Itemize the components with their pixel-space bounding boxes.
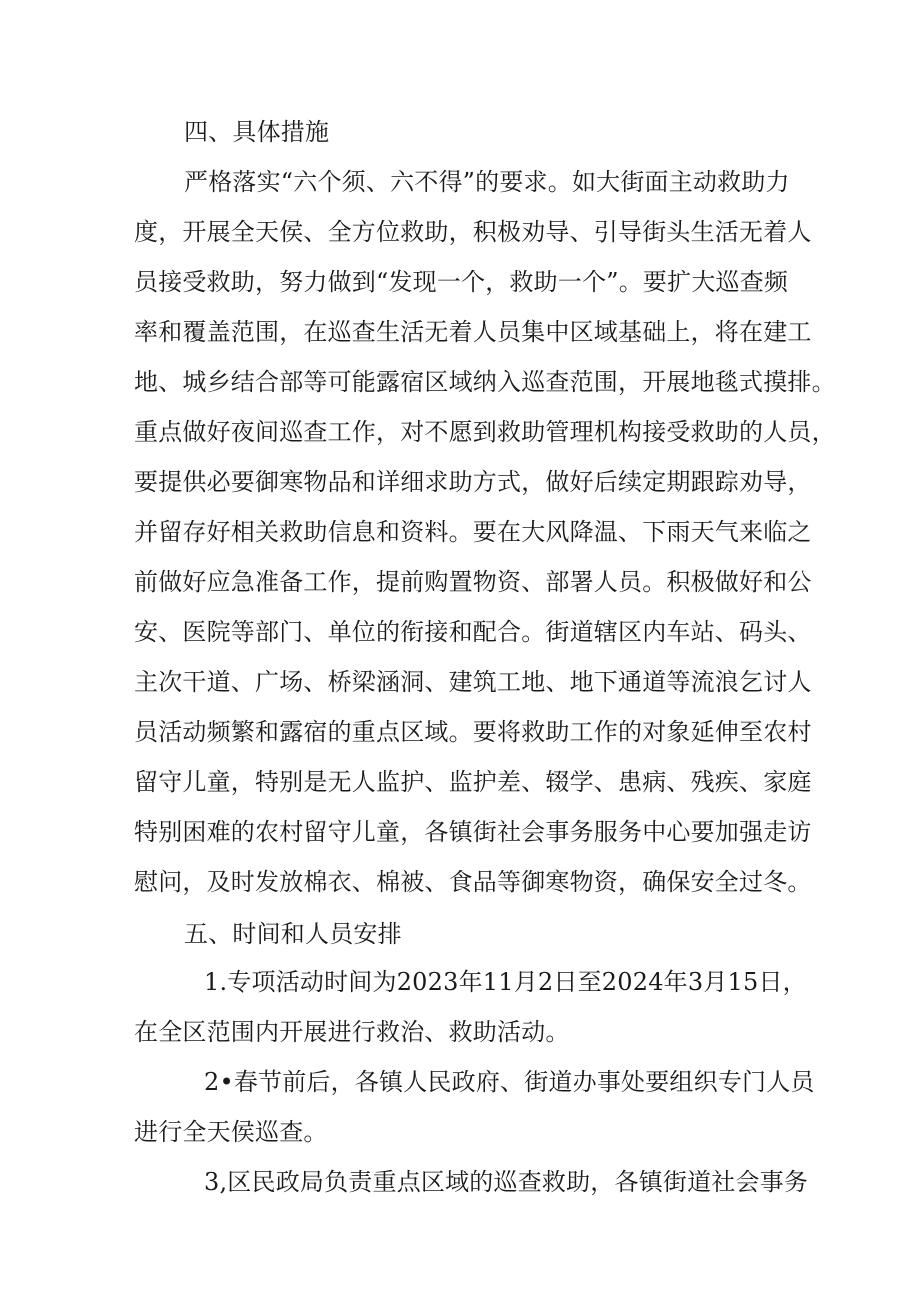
paragraph-line: 员活动频繁和露宿的重点区域。要将救助工作的对象延伸至农村 [134, 718, 812, 746]
paragraph-line: 要提供必要御寒物品和详细求助方式，做好后续定期跟踪劝导， [134, 468, 812, 496]
paragraph-line: 安、医院等部门、单位的衔接和配合。街道辖区内车站、码头、 [134, 618, 812, 646]
list-item-2-line: 进行全天侯巡查。 [134, 1118, 328, 1146]
paragraph-line: 并留存好相关救助信息和资料。要在大风降温、下雨天气来临之 [134, 518, 812, 546]
paragraph-line: 前做好应急准备工作，提前购置物资、部署人员。积极做好和公 [134, 568, 812, 596]
paragraph-line: 留守儿童，特别是无人监护、监护差、辍学、患病、残疾、家庭 [134, 768, 812, 796]
paragraph-line: 主次干道、广场、桥梁涵洞、建筑工地、地下通道等流浪乞讨人 [134, 668, 812, 696]
paragraph-line: 严格落实“六个须、六不得”的要求。如大街面主动救助力 [184, 168, 790, 196]
paragraph-line: 重点做好夜间巡查工作，对不愿到救助管理机构接受救助的人员， [134, 418, 836, 446]
section-heading-5: 五、时间和人员安排 [184, 920, 402, 948]
list-item-1-line: 在全区范围内开展进行救治、救助活动。 [134, 1018, 570, 1046]
section-heading-4: 四、具体措施 [184, 118, 330, 146]
paragraph-line: 度，开展全天侯、全方位救助，积极劝导、引导街头生活无着人 [134, 218, 812, 246]
paragraph-line: 员接受救助，努力做到“发现一个，救助一个”。要扩大巡查频 [134, 268, 789, 296]
paragraph-line: 地、城乡结合部等可能露宿区域纳入巡查范围，开展地毯式摸排。 [134, 368, 836, 396]
list-item-3-line: 3,区民政局负责重点区域的巡查救助，各镇街道社会事务 [204, 1168, 809, 1196]
paragraph-line: 特别困难的农村留守儿童，各镇街社会事务服务中心要加强走访 [134, 818, 812, 846]
list-item-1-line: 1.专项活动时间为2023年11月2日至2024年3月15日， [204, 968, 807, 996]
paragraph-line: 慰问，及时发放棉衣、棉被、食品等御寒物资，确保安全过冬。 [134, 868, 812, 896]
paragraph-line: 率和覆盖范围，在巡查生活无着人员集中区域基础上，将在建工 [134, 318, 812, 346]
list-item-2-line: 2•春节前后，各镇人民政府、街道办事处要组织专门人员 [204, 1068, 815, 1096]
